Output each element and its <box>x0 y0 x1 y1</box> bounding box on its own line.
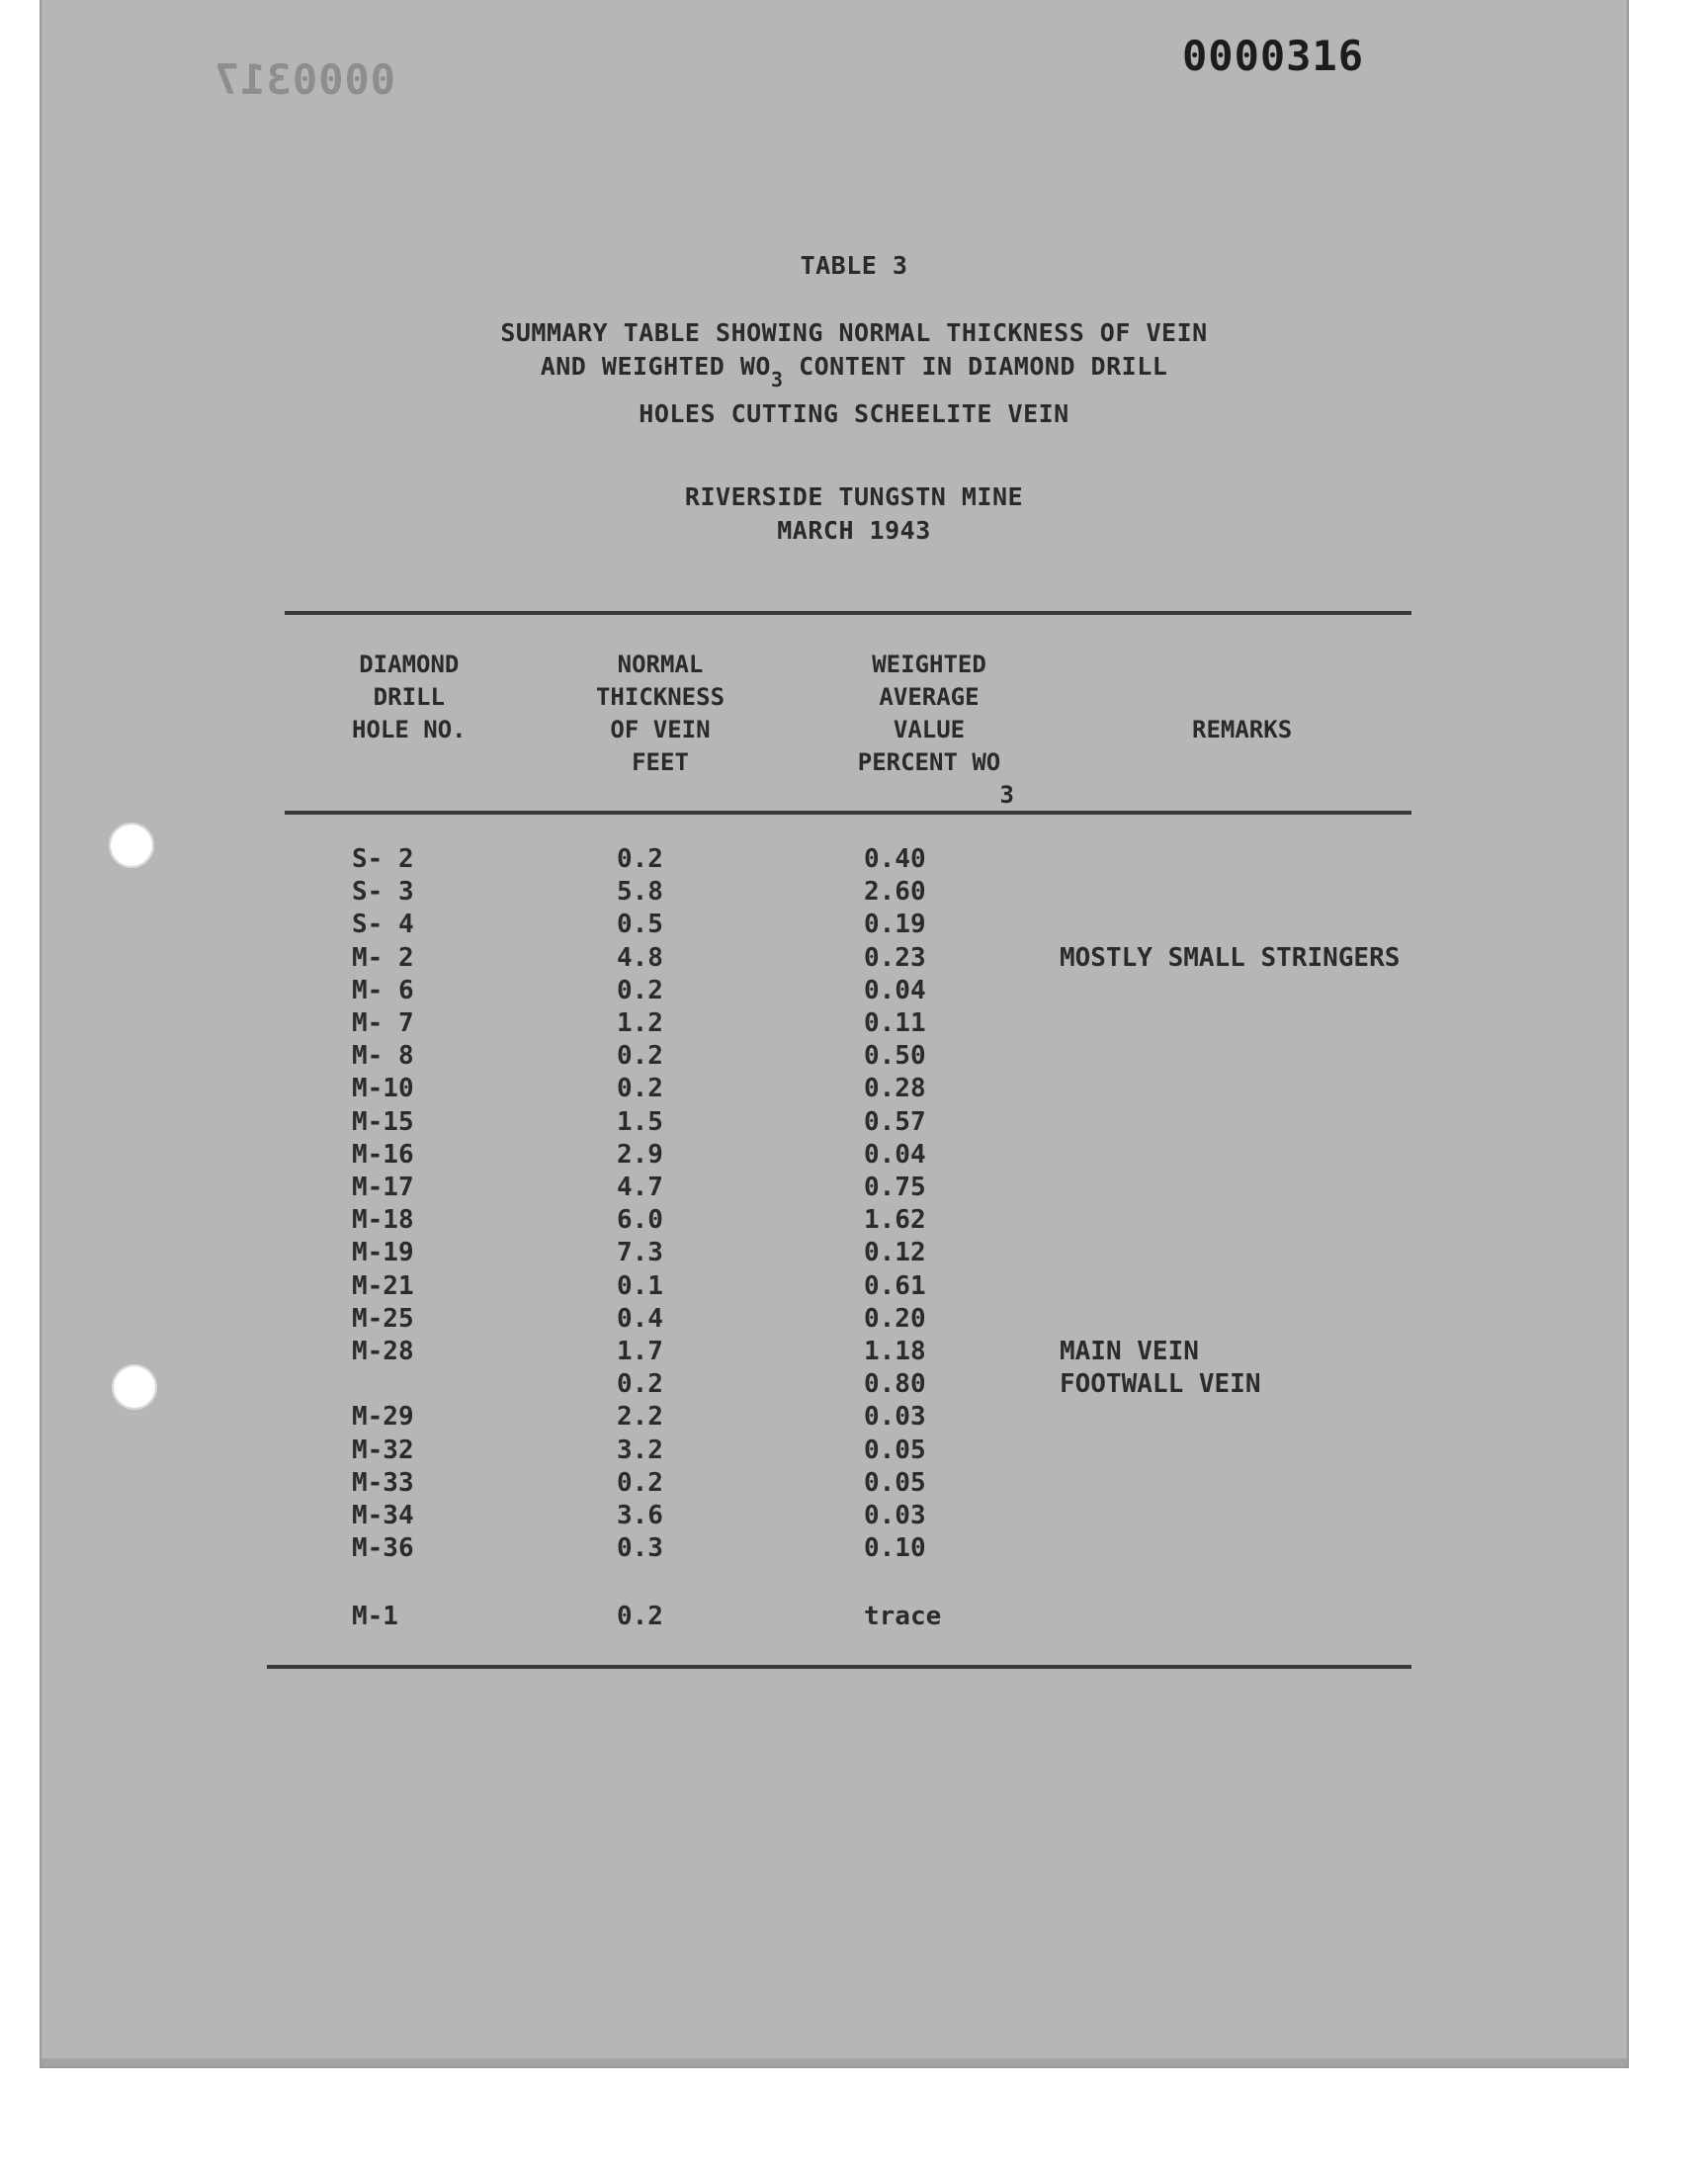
cell-weighted-value: 0.40 <box>864 844 926 874</box>
header-weighted-value <box>830 649 1028 812</box>
cell-hole-no: M-32 <box>352 1436 414 1465</box>
cell-remarks: MAIN VEIN <box>1060 1337 1199 1366</box>
cell-thickness: 0.5 <box>617 910 663 939</box>
cell-hole-no: M- 2 <box>352 943 414 973</box>
cell-thickness: 0.3 <box>617 1533 663 1563</box>
cell-thickness: 7.3 <box>617 1238 663 1267</box>
cell-hole-no: M-19 <box>352 1238 414 1267</box>
cell-weighted-value: 0.61 <box>864 1271 926 1301</box>
cell-hole-no: M-10 <box>352 1074 414 1103</box>
cell-hole-no: M-34 <box>352 1501 414 1530</box>
header-value-subscript: 3 <box>999 781 1014 809</box>
cell-hole-no: M-16 <box>352 1140 414 1170</box>
bleed-through-page-number: 0000317 <box>214 55 396 104</box>
table-title-line-2 <box>0 352 1708 392</box>
cell-weighted-value: 0.80 <box>864 1369 926 1399</box>
header-value-line: PERCENT WO <box>857 748 1001 776</box>
header-thickness-line: THICKNESS <box>595 683 726 711</box>
cell-thickness: 4.7 <box>617 1173 663 1202</box>
cell-hole-no: M- 6 <box>352 976 414 1005</box>
cell-thickness: 2.2 <box>617 1402 663 1432</box>
table-top-rule <box>285 611 1411 615</box>
header-remarks: REMARKS <box>1192 716 1293 743</box>
cell-thickness: 0.2 <box>617 1468 663 1498</box>
cell-hole-no: M-18 <box>352 1205 414 1235</box>
mine-name: RIVERSIDE TUNGSTN MINE <box>684 482 1024 511</box>
table-bottom-rule <box>267 1665 1411 1669</box>
cell-thickness: 3.6 <box>617 1501 663 1530</box>
cell-hole-no: M-33 <box>352 1468 414 1498</box>
report-date: MARCH 1943 <box>777 516 931 545</box>
cell-thickness: 4.8 <box>617 943 663 973</box>
cell-weighted-value: 0.19 <box>864 910 926 939</box>
cell-remarks: MOSTLY SMALL STRINGERS <box>1060 943 1401 973</box>
header-value-line: VALUE <box>893 716 966 743</box>
cell-weighted-value: 0.57 <box>864 1107 926 1137</box>
cell-thickness: 0.4 <box>617 1304 663 1334</box>
cell-hole-no: M-21 <box>352 1271 414 1301</box>
cell-thickness: 0.2 <box>617 976 663 1005</box>
cell-weighted-value: 0.05 <box>864 1436 926 1465</box>
header-hole-line: DIAMOND <box>359 651 460 678</box>
cell-thickness: 3.2 <box>617 1436 663 1465</box>
header-hole-line: HOLE NO. <box>352 716 467 743</box>
cell-hole-no: S- 2 <box>352 844 414 874</box>
cell-thickness: 0.2 <box>617 1041 663 1071</box>
cell-remarks: FOOTWALL VEIN <box>1060 1369 1261 1399</box>
header-thickness-line: NORMAL <box>617 651 704 678</box>
punch-hole-upper <box>109 823 154 868</box>
cell-hole-no: M- 8 <box>352 1041 414 1071</box>
cell-thickness: 1.2 <box>617 1008 663 1038</box>
cell-weighted-value: 0.12 <box>864 1238 926 1267</box>
cell-weighted-value: trace <box>864 1602 942 1631</box>
cell-weighted-value: 0.05 <box>864 1468 926 1498</box>
page-number: 0000316 <box>1182 32 1365 80</box>
cell-weighted-value: 0.04 <box>864 976 926 1005</box>
cell-thickness: 0.2 <box>617 844 663 874</box>
cell-weighted-value: 0.28 <box>864 1074 926 1103</box>
punch-hole-lower <box>112 1364 157 1410</box>
cell-hole-no: M-15 <box>352 1107 414 1137</box>
cell-hole-no: M-1 <box>352 1602 398 1631</box>
header-thickness <box>581 649 739 779</box>
cell-weighted-value: 0.03 <box>864 1402 926 1432</box>
cell-weighted-value: 1.18 <box>864 1337 926 1366</box>
header-value-line: WEIGHTED <box>872 651 986 678</box>
cell-thickness: 1.5 <box>617 1107 663 1137</box>
cell-weighted-value: 2.60 <box>864 877 926 907</box>
table-title-line-3: HOLES CUTTING SCHEELITE VEIN <box>639 399 1069 428</box>
cell-hole-no: M- 7 <box>352 1008 414 1038</box>
cell-hole-no: M-28 <box>352 1337 414 1366</box>
cell-thickness: 5.8 <box>617 877 663 907</box>
cell-weighted-value: 0.20 <box>864 1304 926 1334</box>
cell-hole-no: M-17 <box>352 1173 414 1202</box>
table-title-line-1: SUMMARY TABLE SHOWING NORMAL THICKNESS OF VEIN <box>500 318 1208 347</box>
title-line-2-subscript: 3 <box>770 368 784 392</box>
cell-thickness: 1.7 <box>617 1337 663 1366</box>
header-hole-no <box>352 649 467 746</box>
cell-thickness: 0.2 <box>617 1369 663 1399</box>
title-line-2-post: CONTENT IN DIAMOND DRILL <box>783 352 1168 381</box>
cell-hole-no: M-36 <box>352 1533 414 1563</box>
title-line-2-pre: AND WEIGHTED WO <box>540 352 771 381</box>
table-label: TABLE 3 <box>800 251 908 280</box>
header-bottom-rule <box>285 811 1411 815</box>
cell-thickness: 6.0 <box>617 1205 663 1235</box>
cell-hole-no: M-25 <box>352 1304 414 1334</box>
cell-weighted-value: 0.03 <box>864 1501 926 1530</box>
header-thickness-line: FEET <box>632 748 689 776</box>
cell-weighted-value: 0.23 <box>864 943 926 973</box>
cell-weighted-value: 0.11 <box>864 1008 926 1038</box>
cell-thickness: 0.2 <box>617 1602 663 1631</box>
page-bottom-edge <box>42 2058 1627 2066</box>
header-hole-line: DRILL <box>373 683 445 711</box>
cell-hole-no: S- 4 <box>352 910 414 939</box>
cell-hole-no: M-29 <box>352 1402 414 1432</box>
cell-weighted-value: 0.04 <box>864 1140 926 1170</box>
cell-thickness: 2.9 <box>617 1140 663 1170</box>
header-thickness-line: OF VEIN <box>610 716 711 743</box>
cell-thickness: 0.2 <box>617 1074 663 1103</box>
cell-weighted-value: 1.62 <box>864 1205 926 1235</box>
cell-weighted-value: 0.75 <box>864 1173 926 1202</box>
document-page <box>42 0 1627 2066</box>
header-value-line: AVERAGE <box>879 683 980 711</box>
cell-weighted-value: 0.50 <box>864 1041 926 1071</box>
cell-hole-no: S- 3 <box>352 877 414 907</box>
cell-weighted-value: 0.10 <box>864 1533 926 1563</box>
cell-thickness: 0.1 <box>617 1271 663 1301</box>
